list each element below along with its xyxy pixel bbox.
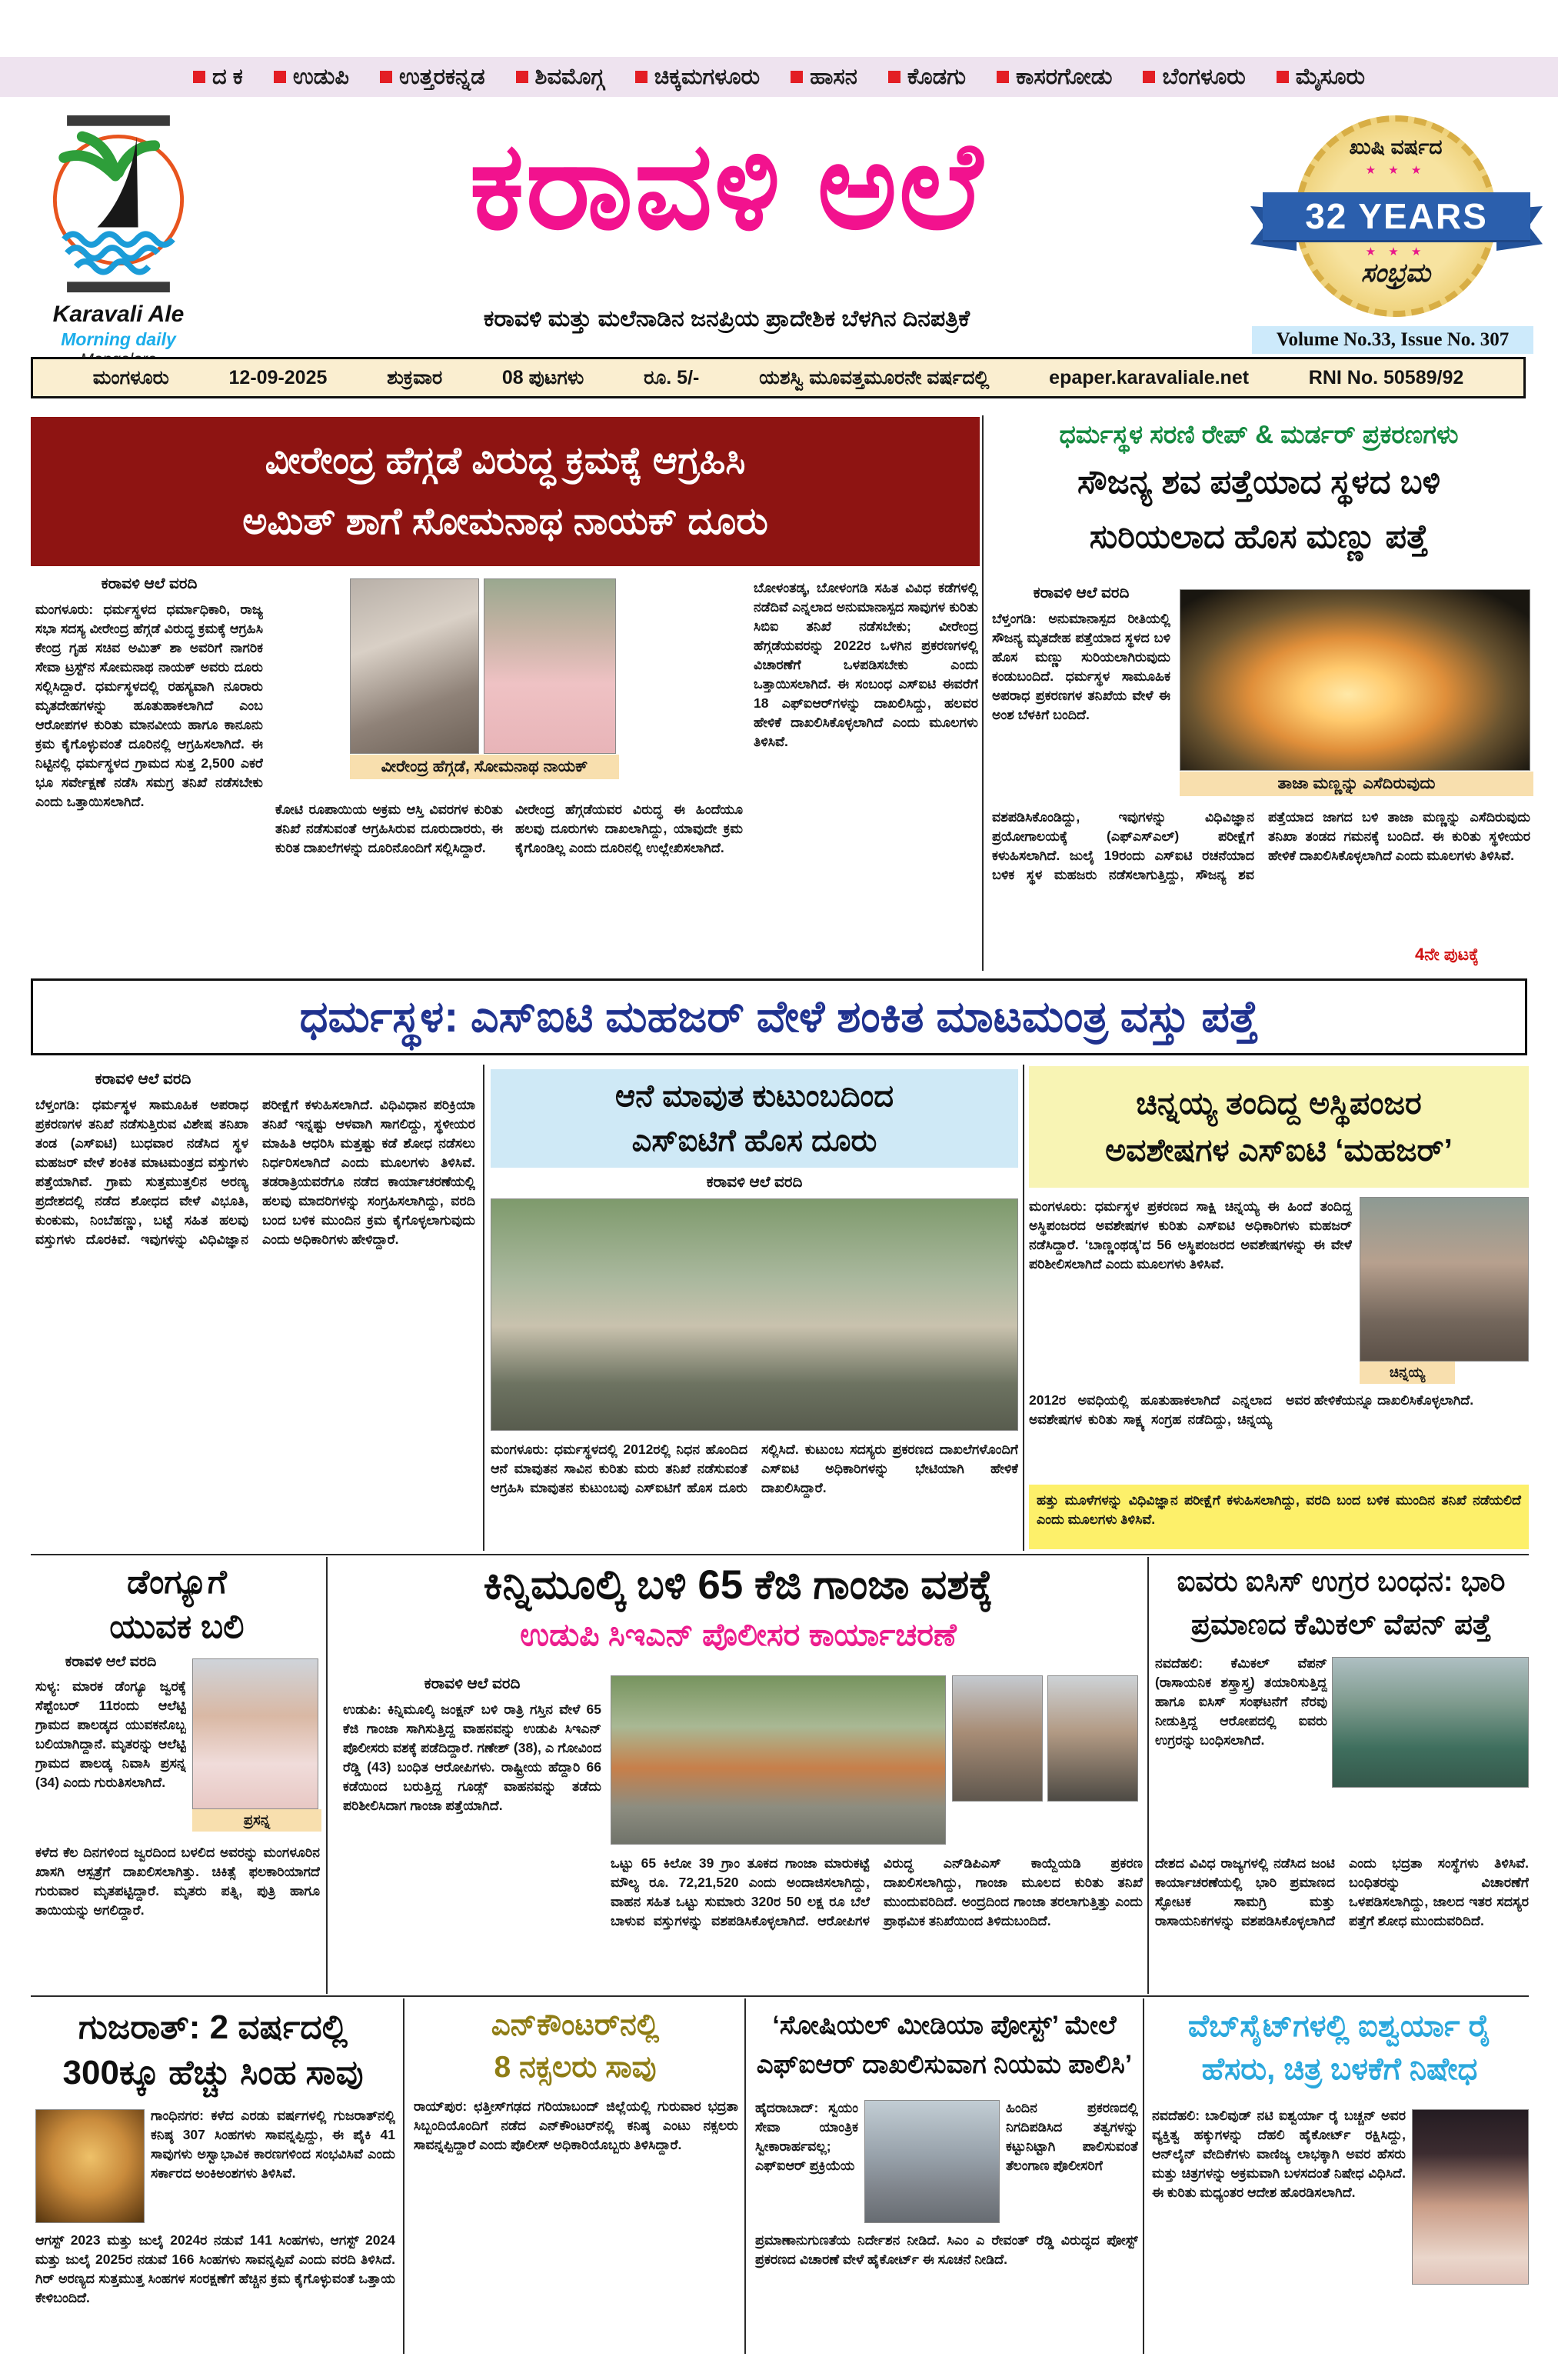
aishwarya-headline-line1: ವೆಬ್‌ಸೈಟ್‌ಗಳಲ್ಲಿ ಐಶ್ವರ್ಯಾ ರೈ	[1187, 2009, 1492, 2043]
red-square-bullet-icon	[1277, 71, 1289, 83]
badge-bottom-text: ಸಂಭ್ರಮ	[1360, 258, 1431, 288]
soujanya-headline	[989, 455, 1529, 565]
lead-body-col3: ವೀರೇಂದ್ರ ಹೆಗ್ಗಡೆಯವರ ವಿರುದ್ಧ ಈ ಹಿಂದೆಯೂ ಹಲವು ದೂರುಗಳು ದಾಖಲಾಗಿದ್ದು, ಯಾವುದೇ ಕ್ರಮ ಕೈಗೊಂಡಿಲ್ಲ ಎಂದು ದೂರಿನಲ್ಲಿ ಉಲ್ಲೇಖಿಸಲಾಗಿದೆ.	[515, 802, 743, 856]
rni-label: RNI No. 50589/92	[1308, 366, 1464, 388]
photo-seized-ganja-truck	[611, 1675, 946, 1845]
photo-lion	[35, 2109, 145, 2223]
date-info-bar	[31, 357, 1526, 398]
district-item	[1143, 65, 1245, 90]
newspaper-logo	[34, 112, 203, 297]
volume-issue-label: Volume No.33, Issue No. 307	[1252, 326, 1533, 354]
epaper-url: epaper.karavaliale.net	[1049, 366, 1250, 388]
red-square-bullet-icon	[274, 71, 286, 83]
byline: ಕರಾವಳಿ ಆಲೆ ವರದಿ	[424, 1675, 521, 1692]
chinnayya-highlight-text: ಹತ್ತು ಮೂಳೆಗಳನ್ನು ವಿಧಿವಿಜ್ಞಾನ ಪರೀಕ್ಷೆಗೆ ಕಳುಹಿಸಲಾಗಿದ್ದು, ವರದಿ ಬಂದ ಬಳಿಕ ಮುಂದಿನ ತನಿಖೆ ನಡೆಯಲಿದೆ ಎಂದು ಮೂಲಗಳು ತಿಳಿಸಿವೆ.	[1029, 1485, 1529, 1549]
lead-headline-line1: ವೀರೇಂದ್ರ ಹೆಗ್ಗಡೆ ವಿರುದ್ಧ ಕ್ರಮಕ್ಕೆ ಆಗ್ರಹಿಸಿ	[265, 439, 746, 482]
lion-headline-line2: 300ಕ್ಕೂ ಹೆಚ್ಚು ಸಿಂಹ ಸಾವು	[62, 2054, 364, 2092]
photo-accused-2	[1047, 1675, 1138, 1802]
ganja-body1: ಉಡುಪಿ: ಕಿನ್ನಿಮೂಲ್ಕಿ ಜಂಕ್ಷನ್ ಬಳಿ ರಾತ್ರಿ ಗಸ್ತಿನ ವೇಳೆ 65 ಕೆಜಿ ಗಾಂಜಾ ಸಾಗಿಸುತ್ತಿದ್ದ ವಾಹನವನ್ನು ಉಡುಪಿ ಸಿಇಎನ್ ಪೊಲೀಸರು ವಶಕ್ಕೆ ಪಡೆದಿದ್ದಾರೆ. ಗಣೇಶ್ (38), ಎ ಗೋವಿಂದ ರೆಡ್ಡಿ (43) ಬಂಧಿತ ಆರೋಪಿಗಳು. ರಾಷ್ಟ್ರೀಯ ಹೆದ್ದಾರಿ 66 ಕಡೆಯಿಂದ ಬರುತ್ತಿದ್ದ ಗೂಡ್ಸ್ ವಾಹನವನ್ನು ತಡೆದು ಪರಿಶೀಲಿಸಿದಾಗ ಗಾಂಜಾ ಪತ್ತೆಯಾಗಿದೆ.	[343, 1702, 601, 1814]
red-square-bullet-icon	[635, 71, 648, 83]
district-item	[193, 65, 243, 90]
byline: ಕರಾವಳಿ ಆಲೆ ವರದಿ	[1033, 585, 1130, 602]
district-label: ದ ಕ	[211, 64, 243, 89]
banner-headline: ಧರ್ಮಸ್ಥಳ: ಎಸ್‌ಐಟಿ ಮಹಜರ್ ವೇಳೆ ಶಂಕಿತ ಮಾಟಮಂತ್ರ ವಸ್ತು ಪತ್ತೆ	[299, 992, 1259, 1042]
mahout-body: ಮಂಗಳೂರು: ಧರ್ಮಸ್ಥಳದಲ್ಲಿ 2012ರಲ್ಲಿ ನಿಧನ ಹೊಂದಿದ ಆನೆ ಮಾವುತನ ಸಾವಿನ ಕುರಿತು ಮರು ತನಿಖೆ ನಡೆಸುವಂತೆ ಆಗ್ರಹಿಸಿ ಮಾವುತನ ಕುಟುಂಬವು ಎಸ್‌ಐಟಿಗೆ ಹೊಸ ದೂರು ಸಲ್ಲಿಸಿದೆ. ಕುಟುಂಬ ಸದಸ್ಯರು ಪ್ರಕರಣದ ದಾಖಲೆಗಳೊಂದಿಗೆ ಎಸ್‌ಐಟಿ ಅಧಿಕಾರಿಗಳನ್ನು ಭೇಟಿಯಾಗಿ ಹೇಳಿಕೆ ದಾಖಲಿಸಿದ್ದಾರೆ.	[491, 1442, 1018, 1496]
column-divider	[982, 415, 984, 971]
soujanya-body-left: ಬೆಳ್ತಂಗಡಿ: ಅನುಮಾನಾಸ್ಪದ ರೀತಿಯಲ್ಲಿ ಸೌಜನ್ಯ ಮೃತದೇಹ ಪತ್ತೆಯಾದ ಸ್ಥಳದ ಬಳಿ ಹೊಸ ಮಣ್ಣು ಸುರಿಯಲಾಗಿರುವುದು ಕಂಡುಬಂದಿದೆ. ಧರ್ಮಸ್ಥಳ ಸಾಮೂಹಿಕ ಅಪರಾಧ ಪ್ರಕರಣಗಳ ತನಿಖೆಯ ವೇಳೆ ಈ ಅಂಶ ಬೆಳಕಿಗೆ ಬಂದಿದೆ.	[992, 611, 1170, 723]
chinnayya-body1: ಮಂಗಳೂರು: ಧರ್ಮಸ್ಥಳ ಪ್ರಕರಣದ ಸಾಕ್ಷಿ ಚಿನ್ನಯ್ಯ ಈ ಹಿಂದೆ ತಂದಿದ್ದ ಅಸ್ಥಿಪಂಜರದ ಅವಶೇಷಗಳ ಕುರಿತು ಎಸ್‌ಐಟಿ ಅಧಿಕಾರಿಗಳು ಮಹಜರ್ ನಡೆಸಿದ್ದಾರೆ. ‘ಬಾಣ್ಣಂಥಡ್ಕ’ದ 56 ಅಸ್ಥಿಪಂಜರದ ಅವಶೇಷಗಳನ್ನು ಈ ವೇಳೆ ಪರಿಶೀಲಿಸಲಾಗಿದೆ ಎಂದು ಮೂಲಗಳು ತಿಳಿಸಿವೆ.	[1029, 1198, 1352, 1272]
lead-photo-caption: ವೀರೇಂದ್ರ ಹೆಗ್ಗಡೆ, ಸೋಮನಾಥ ನಾಯಕ್	[350, 755, 619, 779]
soujanya-headline-line2: ಸುರಿಯಲಾದ ಹೊಸ ಮಣ್ಣು ಪತ್ತೆ	[1089, 518, 1429, 555]
district-item	[274, 65, 349, 90]
naxal-headline	[412, 2005, 738, 2088]
district-label: ಕೊಡಗು	[907, 64, 967, 89]
district-item	[380, 65, 485, 90]
pages-label: 08 ಪುಟಗಳು	[501, 366, 584, 388]
banner-headline-box	[31, 978, 1527, 1055]
lion-body1: ಗಾಂಧಿನಗರ: ಕಳೆದ ಎರಡು ವರ್ಷಗಳಲ್ಲಿ ಗುಜರಾತ್‌ನಲ್ಲಿ ಕನಿಷ್ಠ 307 ಸಿಂಹಗಳು ಸಾವನ್ನಪ್ಪಿದ್ದು, ಈ ಪೈಕಿ 41 ಸಾವುಗಳು ಅಸ್ವಾಭಾವಿಕ ಕಾರಣಗಳಿಂದ ಸಂಭವಿಸಿವೆ ಎಂದು ಸರ್ಕಾರದ ಅಂಕಿಅಂಶಗಳು ತಿಳಿಸಿವೆ.	[151, 2108, 395, 2182]
social-body3: ಪ್ರಮಾಣಾನುಗುಣತೆಯ ನಿರ್ದೇಶನ ನೀಡಿದೆ. ಸಿಎಂ ಎ ರೇವಂತ್ ರೆಡ್ಡಿ ವಿರುದ್ಧದ ಪೋಸ್ಟ್ ಪ್ರಕರಣದ ವಿಚಾರಣೆ ವೇಳೆ ಹೈಕೋರ್ಟ್ ಈ ಸೂಚನೆ ನೀಡಿದೆ.	[755, 2232, 1138, 2268]
soujanya-headline-line1: ಸೌಜನ್ಯ ಶವ ಪತ್ತೆಯಾದ ಸ್ಥಳದ ಬಳಿ	[1077, 464, 1441, 501]
logo-name: Karavali Ale	[52, 302, 185, 327]
district-label: ಬೆಂಗಳೂರು	[1162, 64, 1246, 89]
column-divider	[326, 1557, 328, 1994]
column-divider	[1143, 1998, 1144, 2354]
isis-body1: ನವದೆಹಲಿ: ಕೆಮಿಕಲ್ ವೆಪನ್ (ರಾಸಾಯನಿಕ ಶಸ್ತ್ರಾಸ್ತ್ರ) ತಯಾರಿಸುತ್ತಿದ್ದ ಹಾಗೂ ಐಸಿಸ್ ಸಂಘಟನೆಗೆ ನೆರವು ನೀಡುತ್ತಿದ್ದ ಆರೋಪದಲ್ಲಿ ಐವರು ಉಗ್ರರನ್ನು ಬಂಧಿಸಲಾಗಿದೆ.	[1155, 1655, 1327, 1748]
social-headline-line1: ‘ಸೋಷಿಯಲ್ ಮೀಡಿಯಾ ಪೋಸ್ಟ್’ ಮೇಲೆ	[772, 2011, 1117, 2040]
mahout-headline-box	[491, 1069, 1018, 1168]
district-item	[997, 65, 1112, 90]
dengue-body1: ಸುಳ್ಯ: ಮಾರಕ ಡೆಂಗ್ಯೂ ಜ್ವರಕ್ಕೆ ಸೆಪ್ಟೆಂಬರ್ 11ರಂದು ಆಲೆಟ್ಟಿ ಗ್ರಾಮದ ಪಾಲಡ್ಕದ ಯುವಕನೊಬ್ಬ ಬಲಿಯಾಗಿದ್ದಾನೆ. ಮೃತರನ್ನು ಆಲೆಟ್ಟಿ ಗ್ರಾಮದ ಪಾಲಡ್ಕ ನಿವಾಸಿ ಪ್ರಸನ್ನ (34) ಎಂದು ಗುರುತಿಸಲಾಗಿದೆ.	[35, 1678, 186, 1791]
district-label: ಉತ್ತರಕನ್ನಡ	[398, 64, 485, 89]
badge-stars: ★ ★ ★	[1365, 164, 1427, 177]
column-divider	[1023, 1065, 1024, 1551]
isis-headline-line2: ಪ್ರಮಾಣದ ಕೆಮಿಕಲ್ ವೆಪನ್ ಪತ್ತೆ	[1190, 1608, 1492, 1640]
naxal-headline-line2: 8 ನಕ್ಸಲರು ಸಾವು	[494, 2050, 657, 2084]
district-label: ಉಡುಪಿ	[292, 64, 349, 89]
photo-court-building	[864, 2100, 1000, 2223]
photo-chinnayya	[1360, 1197, 1529, 1362]
newspaper-title: ಕರಾವಳಿ ಅಲೆ	[469, 118, 984, 254]
red-square-bullet-icon	[791, 71, 803, 83]
red-square-bullet-icon	[888, 71, 901, 83]
aishwarya-body: ನವದೆಹಲಿ: ಬಾಲಿವುಡ್ ನಟಿ ಐಶ್ವರ್ಯಾ ರೈ ಬಚ್ಚನ್ ಅವರ ವ್ಯಕ್ತಿತ್ವ ಹಕ್ಕುಗಳನ್ನು ದೆಹಲಿ ಹೈಕೋರ್ಟ್ ರಕ್ಷಿಸಿದ್ದು, ಆನ್‌ಲೈನ್ ವೇದಿಕೆಗಳು ವಾಣಿಜ್ಯ ಲಾಭಕ್ಕಾಗಿ ಅವರ ಹೆಸರು ಮತ್ತು ಚಿತ್ರಗಳನ್ನು ಅಕ್ರಮವಾಗಿ ಬಳಸದಂತೆ ನಿಷೇಧ ವಿಧಿಸಿದೆ. ಈ ಕುರಿತು ಮಧ್ಯಂತರ ಆದೇಶ ಹೊರಡಿಸಲಾಗಿದೆ.	[1152, 2108, 1406, 2201]
lead-body-col2: ಕೋಟಿ ರೂಪಾಯಿಯ ಅಕ್ರಮ ಆಸ್ತಿ ವಿವರಗಳ ಕುರಿತು ತನಿಖೆ ನಡೆಸುವಂತೆ ಆಗ್ರಹಿಸಿರುವ ದೂರುದಾರರು, ಈ ಕುರಿತ ದಾಖಲೆಗಳನ್ನು ದೂರಿನೊಂದಿಗೆ ಸಲ್ಲಿಸಿದ್ದಾರೆ.	[275, 802, 503, 856]
red-square-bullet-icon	[997, 71, 1009, 83]
photo-prasanna	[192, 1658, 318, 1809]
dengue-body2: ಕಳೆದ ಕೆಲ ದಿನಗಳಿಂದ ಜ್ವರದಿಂದ ಬಳಲಿದ ಅವರನ್ನು ಮಂಗಳೂರಿನ ಖಾಸಗಿ ಆಸ್ಪತ್ರೆಗೆ ದಾಖಲಿಸಲಾಗಿತ್ತು. ಚಿಕಿತ್ಸೆ ಫಲಕಾರಿಯಾಗದೆ ಗುರುವಾರ ಮೃತಪಟ್ಟಿದ್ದಾರೆ. ಮೃತರು ಪತ್ನಿ, ಪುತ್ರಿ ಹಾಗೂ ತಾಯಿಯನ್ನು ಅಗಲಿದ್ದಾರೆ.	[35, 1845, 320, 1918]
boat-palm-waves-logo-icon	[34, 112, 203, 297]
continued-on-page-marker: 4ನೇ ಪುಟಕ್ಕೆ	[1415, 945, 1479, 964]
photo-veerendra-heggade	[350, 578, 479, 754]
district-label: ಮೈಸೂರು	[1295, 64, 1366, 89]
ganja-headline: ಕಿನ್ನಿಮೂಲ್ಕಿ ಬಳಿ 65 ಕೆಜಿ ಗಾಂಜಾ ವಶಕ್ಕೆ	[483, 1562, 994, 1608]
column-divider	[744, 1998, 746, 2354]
dengue-headline-line1: ಡೆಂಗ್ಯೂಗೆ	[127, 1564, 227, 1601]
dengue-photo-caption: ಪ್ರಸನ್ನ	[192, 1809, 321, 1832]
district-label: ಚಿಕ್ಕಮಗಳೂರು	[654, 64, 761, 89]
column-divider	[403, 1998, 404, 2354]
badge-stars: ★ ★ ★	[1365, 245, 1427, 258]
chinnayya-headline-box	[1029, 1066, 1529, 1188]
ganja-subheadline: ಉಡುಪಿ ಸಿಇಎನ್ ಪೊಲೀಸರ ಕಾರ್ಯಾಚರಣೆ	[520, 1617, 957, 1652]
red-square-bullet-icon	[1143, 71, 1155, 83]
district-item	[516, 65, 604, 90]
photo-fresh-soil-night	[1180, 589, 1530, 771]
price-label: ರೂ. 5/-	[644, 366, 700, 388]
soujanya-body-bottom: ವಶಪಡಿಸಿಕೊಂಡಿದ್ದು, ಇವುಗಳನ್ನು ವಿಧಿವಿಜ್ಞಾನ ಪ್ರಯೋಗಾಲಯಕ್ಕೆ (ಎಫ್‌ಎಸ್‌ಎಲ್) ಪರೀಕ್ಷೆಗೆ ಕಳುಹಿಸಲಾಗಿದೆ. ಜುಲೈ 19ರಂದು ಎಸ್‌ಐಟಿ ರಚನೆಯಾದ ಬಳಿಕ ಸ್ಥಳ ಮಹಜರು ನಡೆಸಲಾಗುತ್ತಿದ್ದು, ಸೌಜನ್ಯ ಶವ ಪತ್ತೆಯಾದ ಜಾಗದ ಬಳಿ ತಾಜಾ ಮಣ್ಣನ್ನು ಎಸೆದಿರುವುದು ತನಿಖಾ ತಂಡದ ಗಮನಕ್ಕೆ ಬಂದಿದೆ. ಈ ಕುರಿತು ಸ್ಥಳೀಯರ ಹೇಳಿಕೆ ದಾಖಲಿಸಿಕೊಳ್ಳಲಾಗಿದೆ ಎಂದು ಮೂಲಗಳು ತಿಳಿಸಿವೆ.	[992, 809, 1530, 883]
lion-headline-line1: ಗುಜರಾತ್: 2 ವರ್ಷದಲ್ಲಿ	[78, 2008, 348, 2046]
aishwarya-headline	[1150, 2005, 1529, 2091]
district-item	[791, 65, 857, 90]
mahout-headline-line1: ಆನೆ ಮಾವುತ ಕುಟುಂಬದಿಂದ	[614, 1079, 894, 1113]
badge-top-text: ಖುಷಿ ವರ್ಷದ	[1349, 135, 1443, 158]
social-body1: ಹೈದರಾಬಾದ್: ಸ್ವಯಂ ಸೇವಾ ಯಾಂತ್ರಿಕ ಸ್ವೀಕಾರಾರ್ಹವಲ್ಲ; ಎಫ್‌ಐಆರ್ ಪ್ರಕ್ರಿಯೆಯ	[755, 2100, 858, 2174]
column-divider	[1147, 1557, 1149, 1994]
soujanya-photo-caption: ತಾಜಾ ಮಣ್ಣನ್ನು ಎಸೆದಿರುವುದು	[1180, 772, 1533, 796]
banner-body: ಬೆಳ್ತಂಗಡಿ: ಧರ್ಮಸ್ಥಳ ಸಾಮೂಹಿಕ ಅಪರಾಧ ಪ್ರಕರಣಗಳ ತನಿಖೆ ನಡೆಸುತ್ತಿರುವ ವಿಶೇಷ ತನಿಖಾ ತಂಡ (ಎಸ್‌ಐಟಿ) ಬುಧವಾರ ನಡೆಸಿದ ಸ್ಥಳ ಮಹಜರ್ ವೇಳೆ ಶಂಕಿತ ಮಾಟಮಂತ್ರದ ವಸ್ತುಗಳು ಪತ್ತೆಯಾಗಿವೆ. ಗ್ರಾಮ ಸುತ್ತಮುತ್ತಲಿನ ಅರಣ್ಯ ಪ್ರದೇಶದಲ್ಲಿ ನಡೆದ ಶೋಧದ ವೇಳೆ ವಿಭೂತಿ, ಕುಂಕುಮ, ನಿಂಬೆಹಣ್ಣು, ಬಟ್ಟೆ ಸಹಿತ ಹಲವು ವಸ್ತುಗಳು ದೊರಕಿವೆ. ಇವುಗಳನ್ನು ವಿಧಿವಿಜ್ಞಾನ ಪರೀಕ್ಷೆಗೆ ಕಳುಹಿಸಲಾಗಿದೆ. ವಿಧಿವಿಧಾನ ಪರಿಕ್ರಿಯಾ ತನಿಖೆ ಇನ್ನಷ್ಟು ಆಳವಾಗಿ ಸಾಗಲಿದ್ದು, ಸ್ಥಳೀಯರ ಮಾಹಿತಿ ಆಧರಿಸಿ ಮತ್ತಷ್ಟು ಕಡೆ ಶೋಧ ನಡೆಸಲು ನಿರ್ಧರಿಸಲಾಗಿದೆ ಎಂದು ಮೂಲಗಳು ತಿಳಿಸಿವೆ. ತಡರಾತ್ರಿಯವರೆಗೂ ನಡೆದ ಕಾರ್ಯಾಚರಣೆಯಲ್ಲಿ ಹಲವು ಮಾದರಿಗಳನ್ನು ಸಂಗ್ರಹಿಸಲಾಗಿದ್ದು, ವರದಿ ಬಂದ ಬಳಿಕ ಮುಂದಿನ ಕ್ರಮ ಕೈಗೊಳ್ಳಲಾಗುವುದು ಎಂದು ಅಧಿಕಾರಿಗಳು ಹೇಳಿದ್ದಾರೆ.	[35, 1097, 475, 1248]
day-label: ಶುಕ್ರವಾರ	[387, 366, 443, 388]
lead-headline-box	[31, 417, 980, 566]
district-label: ಹಾಸನ	[810, 64, 857, 89]
district-nav-bar	[0, 57, 1558, 97]
social-headline	[752, 2006, 1137, 2085]
year-note-label: ಯಶಸ್ವಿ ಮೂವತ್ತಮೂರನೇ ವರ್ಷದಲ್ಲಿ	[759, 366, 990, 388]
newspaper-tagline: ಕರಾವಳಿ ಮತ್ತು ಮಲೆನಾಡಿನ ಜನಪ್ರಿಯ ಪ್ರಾದೇಶಿಕ ಬೆಳಗಿನ ದಿನಪತ್ರಿಕೆ	[483, 306, 970, 332]
lead-body-col1: ಮಂಗಳೂರು: ಧರ್ಮಸ್ಥಳದ ಧರ್ಮಾಧಿಕಾರಿ, ರಾಜ್ಯ ಸಭಾ ಸದಸ್ಯ ವೀರೇಂದ್ರ ಹೆಗ್ಗಡೆ ವಿರುದ್ಧ ಕ್ರಮಕ್ಕೆ ಆಗ್ರಹಿಸಿ ಕೇಂದ್ರ ಗೃಹ ಸಚಿವ ಅಮಿತ್ ಶಾ ಅವರಿಗೆ ನಾಗರಿಕ ಸೇವಾ ಟ್ರಸ್ಟ್‌ನ ಸೋಮನಾಥ ನಾಯಕ್ ಅವರು ದೂರು ಸಲ್ಲಿಸಿದ್ದಾರೆ. ಧರ್ಮಸ್ಥಳದಲ್ಲಿ ರಹಸ್ಯವಾಗಿ ನೂರಾರು ಮೃತದೇಹಗಳನ್ನು ಹೂತುಹಾಕಲಾಗಿದೆ ಎಂಬ ಆರೋಪಗಳ ಕುರಿತು ಮಾನವೀಯ ಹಾಗೂ ಕಾನೂನು ಕ್ರಮ ಕೈಗೊಳ್ಳುವಂತೆ ದೂರಿನಲ್ಲಿ ಆಗ್ರಹಿಸಲಾಗಿದೆ. ಈ ನಿಟ್ಟಿನಲ್ಲಿ ಧರ್ಮಸ್ಥಳದ ಗ್ರಾಮದ ಸುತ್ತ 2,500 ಎಕರೆ ಭೂ ಸರ್ವೇಕ್ಷಣೆ ನಡೆಸಿ ಸಮಗ್ರ ತನಿಖೆ ನಡೆಸಬೇಕು ಎಂದು ಒತ್ತಾಯಿಸಲಾಗಿದೆ.	[35, 602, 263, 810]
chinnayya-headline-line1: ಚಿನ್ನಯ್ಯ ತಂದಿದ್ದ ಅಸ್ಥಿಪಂಜರ	[1136, 1085, 1422, 1121]
social-body2: ಹಿಂದಿನ ಪ್ರಕರಣದಲ್ಲಿ ನಿಗದಿಪಡಿಸಿದ ತತ್ವಗಳನ್ನು ಕಟ್ಟುನಿಟ್ಟಾಗಿ ಪಾಲಿಸುವಂತೆ ತೆಲಂಗಾಣ ಪೊಲೀಸರಿಗೆ	[1006, 2100, 1138, 2174]
byline: ಕರಾವಳಿ ಆಲೆ ವರದಿ	[65, 1654, 157, 1670]
district-item	[635, 65, 760, 90]
social-headline-line2: ಎಫ್‌ಐಆರ್ ದಾಖಲಿಸುವಾಗ ನಿಯಮ ಪಾಲಿಸಿ’	[756, 2050, 1133, 2079]
isis-body2: ದೇಶದ ವಿವಿಧ ರಾಜ್ಯಗಳಲ್ಲಿ ನಡೆಸಿದ ಜಂಟಿ ಕಾರ್ಯಾಚರಣೆಯಲ್ಲಿ ಭಾರಿ ಪ್ರಮಾಣದ ಸ್ಫೋಟಕ ಸಾಮಗ್ರಿ ಮತ್ತು ರಾಸಾಯನಿಕಗಳನ್ನು ವಶಪಡಿಸಿಕೊಳ್ಳಲಾಗಿದೆ ಎಂದು ಭದ್ರತಾ ಸಂಸ್ಥೆಗಳು ತಿಳಿಸಿವೆ. ಬಂಧಿತರನ್ನು ವಿಚಾರಣೆಗೆ ಒಳಪಡಿಸಲಾಗಿದ್ದು, ಜಾಲದ ಇತರ ಸದಸ್ಯರ ಪತ್ತೆಗೆ ಶೋಧ ಮುಂದುವರಿದಿದೆ.	[1155, 1855, 1529, 1929]
district-label: ಶಿವಮೊಗ್ಗ	[534, 64, 604, 89]
photo-aishwarya-rai	[1412, 2109, 1529, 2285]
chinnayya-body2: 2012ರ ಅವಧಿಯಲ್ಲಿ ಹೂತುಹಾಕಲಾಗಿದೆ ಎನ್ನಲಾದ ಅವಶೇಷಗಳ ಕುರಿತು ಸಾಕ್ಷ್ಯ ಸಂಗ್ರಹ ನಡೆದಿದ್ದು, ಚಿನ್ನಯ್ಯ ಅವರ ಹೇಳಿಕೆಯನ್ನೂ ದಾಖಲಿಸಿಕೊಳ್ಳಲಾಗಿದೆ.	[1029, 1392, 1474, 1428]
section-divider	[31, 1554, 1529, 1555]
naxal-headline-line1: ಎನ್‌ಕೌಂಟರ್‌ನಲ್ಲಿ	[491, 2008, 660, 2042]
byline: ಕರಾವಳಿ ಆಲೆ ವರದಿ	[706, 1174, 803, 1191]
isis-headline	[1154, 1560, 1529, 1645]
mahout-headline-line2: ಎಸ್‌ಐಟಿಗೆ ಹೊಸ ದೂರು	[631, 1124, 877, 1158]
aishwarya-headline-line2: ಹೆಸರು, ಚಿತ್ರ ಬಳಕೆಗೆ ನಿಷೇಧ	[1201, 2052, 1478, 2086]
red-square-bullet-icon	[380, 71, 392, 83]
chinnayya-headline-line2: ಅವಶೇಷಗಳ ಎಸ್‌ಐಟಿ ‘ಮಹಜರ್’	[1105, 1132, 1453, 1168]
lead-body-col4: ಬೋಳಂತಡ್ಕ, ಬೋಳಂಗಡಿ ಸಹಿತ ವಿವಿಧ ಕಡೆಗಳಲ್ಲಿ ನಡೆದಿವೆ ಎನ್ನಲಾದ ಅನುಮಾನಾಸ್ಪದ ಸಾವುಗಳ ಕುರಿತು ಸಿಬಿಐ ತನಿಖೆ ನಡೆಸಬೇಕು; ವೀರೇಂದ್ರ ಹೆಗ್ಗಡೆಯವರನ್ನು 2022ರ ಒಳಗಿನ ಪ್ರಕರಣಗಳಲ್ಲಿ ವಿಚಾರಣೆಗೆ ಒಳಪಡಿಸಬೇಕು ಎಂದು ಒತ್ತಾಯಿಸಲಾಗಿದೆ. ಈ ಸಂಬಂಧ ಎಸ್‌ಐಟಿ ಈವರೆಗೆ 18 ಎಫ್‌ಐಆರ್‌ಗಳನ್ನು ದಾಖಲಿಸಿದ್ದು, ಹಲವರ ಹೇಳಿಕೆ ದಾಖಲಿಸಿಕೊಳ್ಳಲಾಗಿದೆ ಎಂದು ಮೂಲಗಳು ತಿಳಿಸಿವೆ.	[754, 580, 978, 750]
ganja-body2: ಒಟ್ಟು 65 ಕಿಲೋ 39 ಗ್ರಾಂ ತೂಕದ ಗಾಂಜಾ ಮಾರುಕಟ್ಟೆ ಮೌಲ್ಯ ರೂ. 72,21,520 ಎಂದು ಅಂದಾಜಿಸಲಾಗಿದ್ದು, ವಾಹನ ಸಹಿತ ಒಟ್ಟು ಸುಮಾರು 320ರ 50 ಲಕ್ಷ ರೂ ಬೆಲೆ ಬಾಳುವ ವಸ್ತುಗಳನ್ನು ವಶಪಡಿಸಿಕೊಳ್ಳಲಾಗಿದೆ. ಆರೋಪಿಗಳ ವಿರುದ್ಧ ಎನ್‌ಡಿಪಿಎಸ್ ಕಾಯ್ದೆಯಡಿ ಪ್ರಕರಣ ದಾಖಲಿಸಲಾಗಿದ್ದು, ಗಾಂಜಾ ಮೂಲದ ಕುರಿತು ತನಿಖೆ ಮುಂದುವರಿದಿದೆ. ಅಂದ್ರದಿಂದ ಗಾಂಜಾ ತರಲಾಗುತ್ತಿತ್ತು ಎಂದು ಪ್ರಾಥಮಿಕ ತನಿಖೆಯಿಂದ ತಿಳಿದುಬಂದಿದೆ.	[611, 1855, 1143, 1929]
red-square-bullet-icon	[193, 71, 205, 83]
byline: ಕರಾವಳಿ ಆಲೆ ವರದಿ	[101, 575, 198, 592]
chinnayya-photo-caption: ಚಿನ್ನಯ್ಯ	[1360, 1362, 1455, 1384]
photo-arrested-terrorists-group	[1332, 1657, 1529, 1788]
section-divider	[31, 1995, 1529, 1997]
red-square-bullet-icon	[516, 71, 528, 83]
anniversary-badge	[1263, 115, 1530, 318]
byline: ಕರಾವಳಿ ಆಲೆ ವರದಿ	[95, 1071, 191, 1088]
column-divider	[483, 1065, 484, 1551]
photo-somanath-nayak	[484, 578, 616, 754]
naxal-body: ರಾಯ್‌ಪುರ: ಛತ್ತೀಸ್‌ಗಢದ ಗರಿಯಾಬಂದ್ ಜಿಲ್ಲೆಯಲ್ಲಿ ಗುರುವಾರ ಭದ್ರತಾ ಸಿಬ್ಬಂದಿಯೊಂದಿಗೆ ನಡೆದ ಎನ್‌ಕೌಂಟರ್‌ನಲ್ಲಿ ಕನಿಷ್ಠ ಎಂಟು ನಕ್ಸಲರು ಸಾವನ್ನಪ್ಪಿದ್ದಾರೆ ಎಂದು ಪೊಲೀಸ್ ಅಧಿಕಾರಿಯೊಬ್ಬರು ತಿಳಿಸಿದ್ದಾರೆ.	[414, 2098, 738, 2153]
soujanya-kicker: ಧರ್ಮಸ್ಥಳ ಸರಣಿ ರೇಪ್ & ಮರ್ಡರ್ ಪ್ರಕರಣಗಳು	[1059, 420, 1459, 448]
dengue-headline-line2: ಯುವಕ ಬಲಿ	[109, 1608, 245, 1646]
logo-subtitle: Morning daily	[61, 329, 176, 349]
photo-mahout-family-bus	[491, 1198, 1018, 1431]
lion-headline	[32, 2005, 394, 2096]
lion-body2: ಆಗಸ್ಟ್ 2023 ಮತ್ತು ಜುಲೈ 2024ರ ನಡುವೆ 141 ಸಿಂಹಗಳು, ಆಗಸ್ಟ್ 2024 ಮತ್ತು ಜುಲೈ 2025ರ ನಡುವೆ 166 ಸಿಂಹಗಳು ಸಾವನ್ನಪ್ಪಿವೆ ಎಂದು ವರದಿ ತಿಳಿಸಿದೆ. ಗಿರ್ ಅರಣ್ಯದ ಸುತ್ತಮುತ್ತ ಸಿಂಹಗಳ ಸಂರಕ್ಷಣೆಗೆ ಹೆಚ್ಚಿನ ಕ್ರಮ ಕೈಗೊಳ್ಳುವಂತೆ ಒತ್ತಾಯ ಕೇಳಿಬಂದಿದೆ.	[35, 2232, 395, 2306]
district-item	[1277, 65, 1365, 90]
date-label: 12-09-2025	[228, 366, 328, 388]
dengue-headline	[32, 1560, 321, 1649]
district-item	[888, 65, 966, 90]
lead-headline-line2: ಅಮಿತ್ ಶಾಗೆ ಸೋಮನಾಥ ನಾಯಕ್ ದೂರು	[242, 501, 768, 542]
city-label: ಮಂಗಳೂರು	[92, 366, 169, 388]
photo-accused-1	[952, 1675, 1043, 1802]
badge-years-text: 32 YEARS	[1305, 196, 1488, 236]
district-label: ಕಾಸರಗೋಡು	[1016, 64, 1113, 89]
isis-headline-line1: ಐವರು ಐಸಿಸ್ ಉಗ್ರರ ಬಂಧನ: ಭಾರಿ	[1177, 1565, 1506, 1597]
